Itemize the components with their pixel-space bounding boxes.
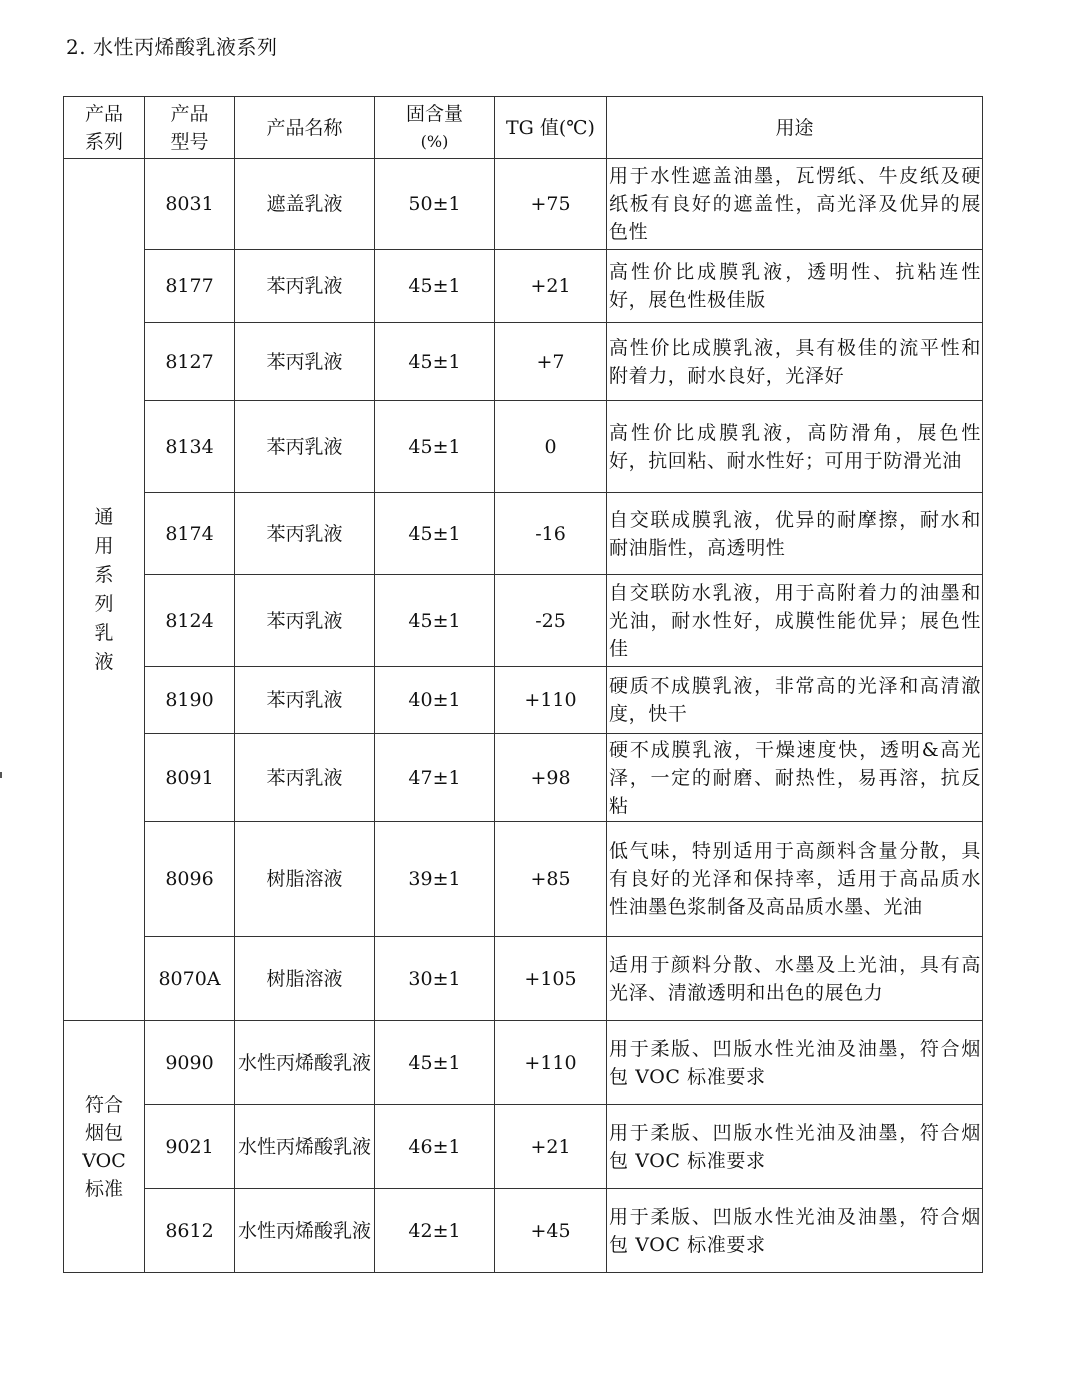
table-row [64,1189,983,1273]
model-cell: 8174 [145,493,235,575]
use-cell: 用于柔版、凹版水性光油及油墨，符合烟包 VOC 标准要求 [607,1105,983,1189]
table-row [64,401,983,493]
tg-cell: +21 [495,250,607,323]
solid-cell: 39±1 [375,822,495,937]
use-cell: 自交联防水乳液，用于高附着力的油墨和光油，耐水性好，成膜性能优异；展色性佳 [607,575,983,667]
header-use: 用途 [607,97,983,159]
header-solid-line: (%) [420,131,449,151]
series-cell [64,159,145,1021]
table-row [64,937,983,1021]
use-cell: 用于柔版、凹版水性光油及油墨，符合烟包 VOC 标准要求 [607,1021,983,1105]
use-cell: 低气味，特别适用于高颜料含量分散，具有良好的光泽和保持率，适用于高品质水性油墨色浆制备及高品质水墨、光油 [607,822,983,937]
margin-mark [0,772,2,778]
model-cell: 9090 [145,1021,235,1105]
name-cell: 树脂溶液 [235,937,375,1021]
header-model-line: 型号 [170,130,209,153]
solid-cell: 42±1 [375,1189,495,1273]
section-heading: 2. 水性丙烯酸乳液系列 [66,35,278,59]
name-cell: 遮盖乳液 [235,159,375,250]
name-cell: 苯丙乳液 [235,575,375,667]
header-series-line: 系列 [84,130,123,153]
name-cell: 树脂溶液 [235,822,375,937]
use-cell: 用于柔版、凹版水性光油及油墨，符合烟包 VOC 标准要求 [607,1189,983,1273]
name-cell: 苯丙乳液 [235,734,375,822]
tg-cell: +85 [495,822,607,937]
use-cell: 用于水性遮盖油墨，瓦愣纸、牛皮纸及硬纸板有良好的遮盖性，高光泽及优异的展色性 [607,159,983,250]
tg-cell: -25 [495,575,607,667]
model-cell: 9021 [145,1105,235,1189]
header-series [64,97,145,159]
use-cell: 高性价比成膜乳液，具有极佳的流平性和附着力，耐水良好，光泽好 [607,323,983,401]
series-cell [64,1021,145,1273]
tg-cell: +45 [495,1189,607,1273]
solid-cell: 50±1 [375,159,495,250]
solid-cell: 45±1 [375,323,495,401]
use-cell: 硬质不成膜乳液，非常高的光泽和高清澈度，快干 [607,667,983,734]
tg-cell: +7 [495,323,607,401]
series-label: 符合烟包VOC标准 [82,1093,126,1200]
tg-cell: +75 [495,159,607,250]
model-cell: 8070A [145,937,235,1021]
solid-cell: 45±1 [375,575,495,667]
name-cell: 水性丙烯酸乳液 [235,1189,375,1273]
product-table [63,96,983,1273]
tg-cell: -16 [495,493,607,575]
header-series-line: 产品 [84,102,123,125]
use-cell: 硬不成膜乳液，干燥速度快，透明&高光泽，一定的耐磨、耐热性，易再溶，抗反粘 [607,734,983,822]
model-cell: 8134 [145,401,235,493]
header-model [145,97,235,159]
model-cell: 8177 [145,250,235,323]
use-cell: 高性价比成膜乳液，透明性、抗粘连性好，展色性极佳版 [607,250,983,323]
name-cell: 苯丙乳液 [235,401,375,493]
tg-cell: +110 [495,667,607,734]
use-cell: 自交联成膜乳液，优异的耐摩擦，耐水和耐油脂性，高透明性 [607,493,983,575]
header-solid [375,97,495,159]
header-model-line: 产品 [170,102,209,125]
model-cell: 8096 [145,822,235,937]
table-row [64,493,983,575]
model-cell: 8127 [145,323,235,401]
model-cell: 8031 [145,159,235,250]
solid-cell: 45±1 [375,250,495,323]
tg-cell: +110 [495,1021,607,1105]
name-cell: 水性丙烯酸乳液 [235,1105,375,1189]
name-cell: 苯丙乳液 [235,250,375,323]
table-row [64,1105,983,1189]
solid-cell: 40±1 [375,667,495,734]
header-name: 产品名称 [235,97,375,159]
model-cell: 8124 [145,575,235,667]
table-row [64,734,983,822]
name-cell: 苯丙乳液 [235,493,375,575]
name-cell: 水性丙烯酸乳液 [235,1021,375,1105]
solid-cell: 45±1 [375,1021,495,1105]
table-row [64,323,983,401]
header-solid-line: 固含量 [405,102,463,125]
model-cell: 8612 [145,1189,235,1273]
tg-cell: +98 [495,734,607,822]
table-row [64,1021,983,1105]
model-cell: 8190 [145,667,235,734]
solid-cell: 45±1 [375,401,495,493]
name-cell: 苯丙乳液 [235,323,375,401]
header-row [64,97,983,159]
solid-cell: 47±1 [375,734,495,822]
solid-cell: 30±1 [375,937,495,1021]
series-label: 通用系列乳液 [94,505,114,673]
solid-cell: 46±1 [375,1105,495,1189]
solid-cell: 45±1 [375,493,495,575]
header-tg: TG 值(℃) [495,97,607,159]
table-row [64,159,983,250]
table-row [64,822,983,937]
use-cell: 高性价比成膜乳液，高防滑角，展色性好，抗回粘、耐水性好；可用于防滑光油 [607,401,983,493]
model-cell: 8091 [145,734,235,822]
use-cell: 适用于颜料分散、水墨及上光油，具有高光泽、清澈透明和出色的展色力 [607,937,983,1021]
name-cell: 苯丙乳液 [235,667,375,734]
table-row [64,667,983,734]
tg-cell: +21 [495,1105,607,1189]
table-row [64,250,983,323]
tg-cell: 0 [495,401,607,493]
table-row [64,575,983,667]
tg-cell: +105 [495,937,607,1021]
